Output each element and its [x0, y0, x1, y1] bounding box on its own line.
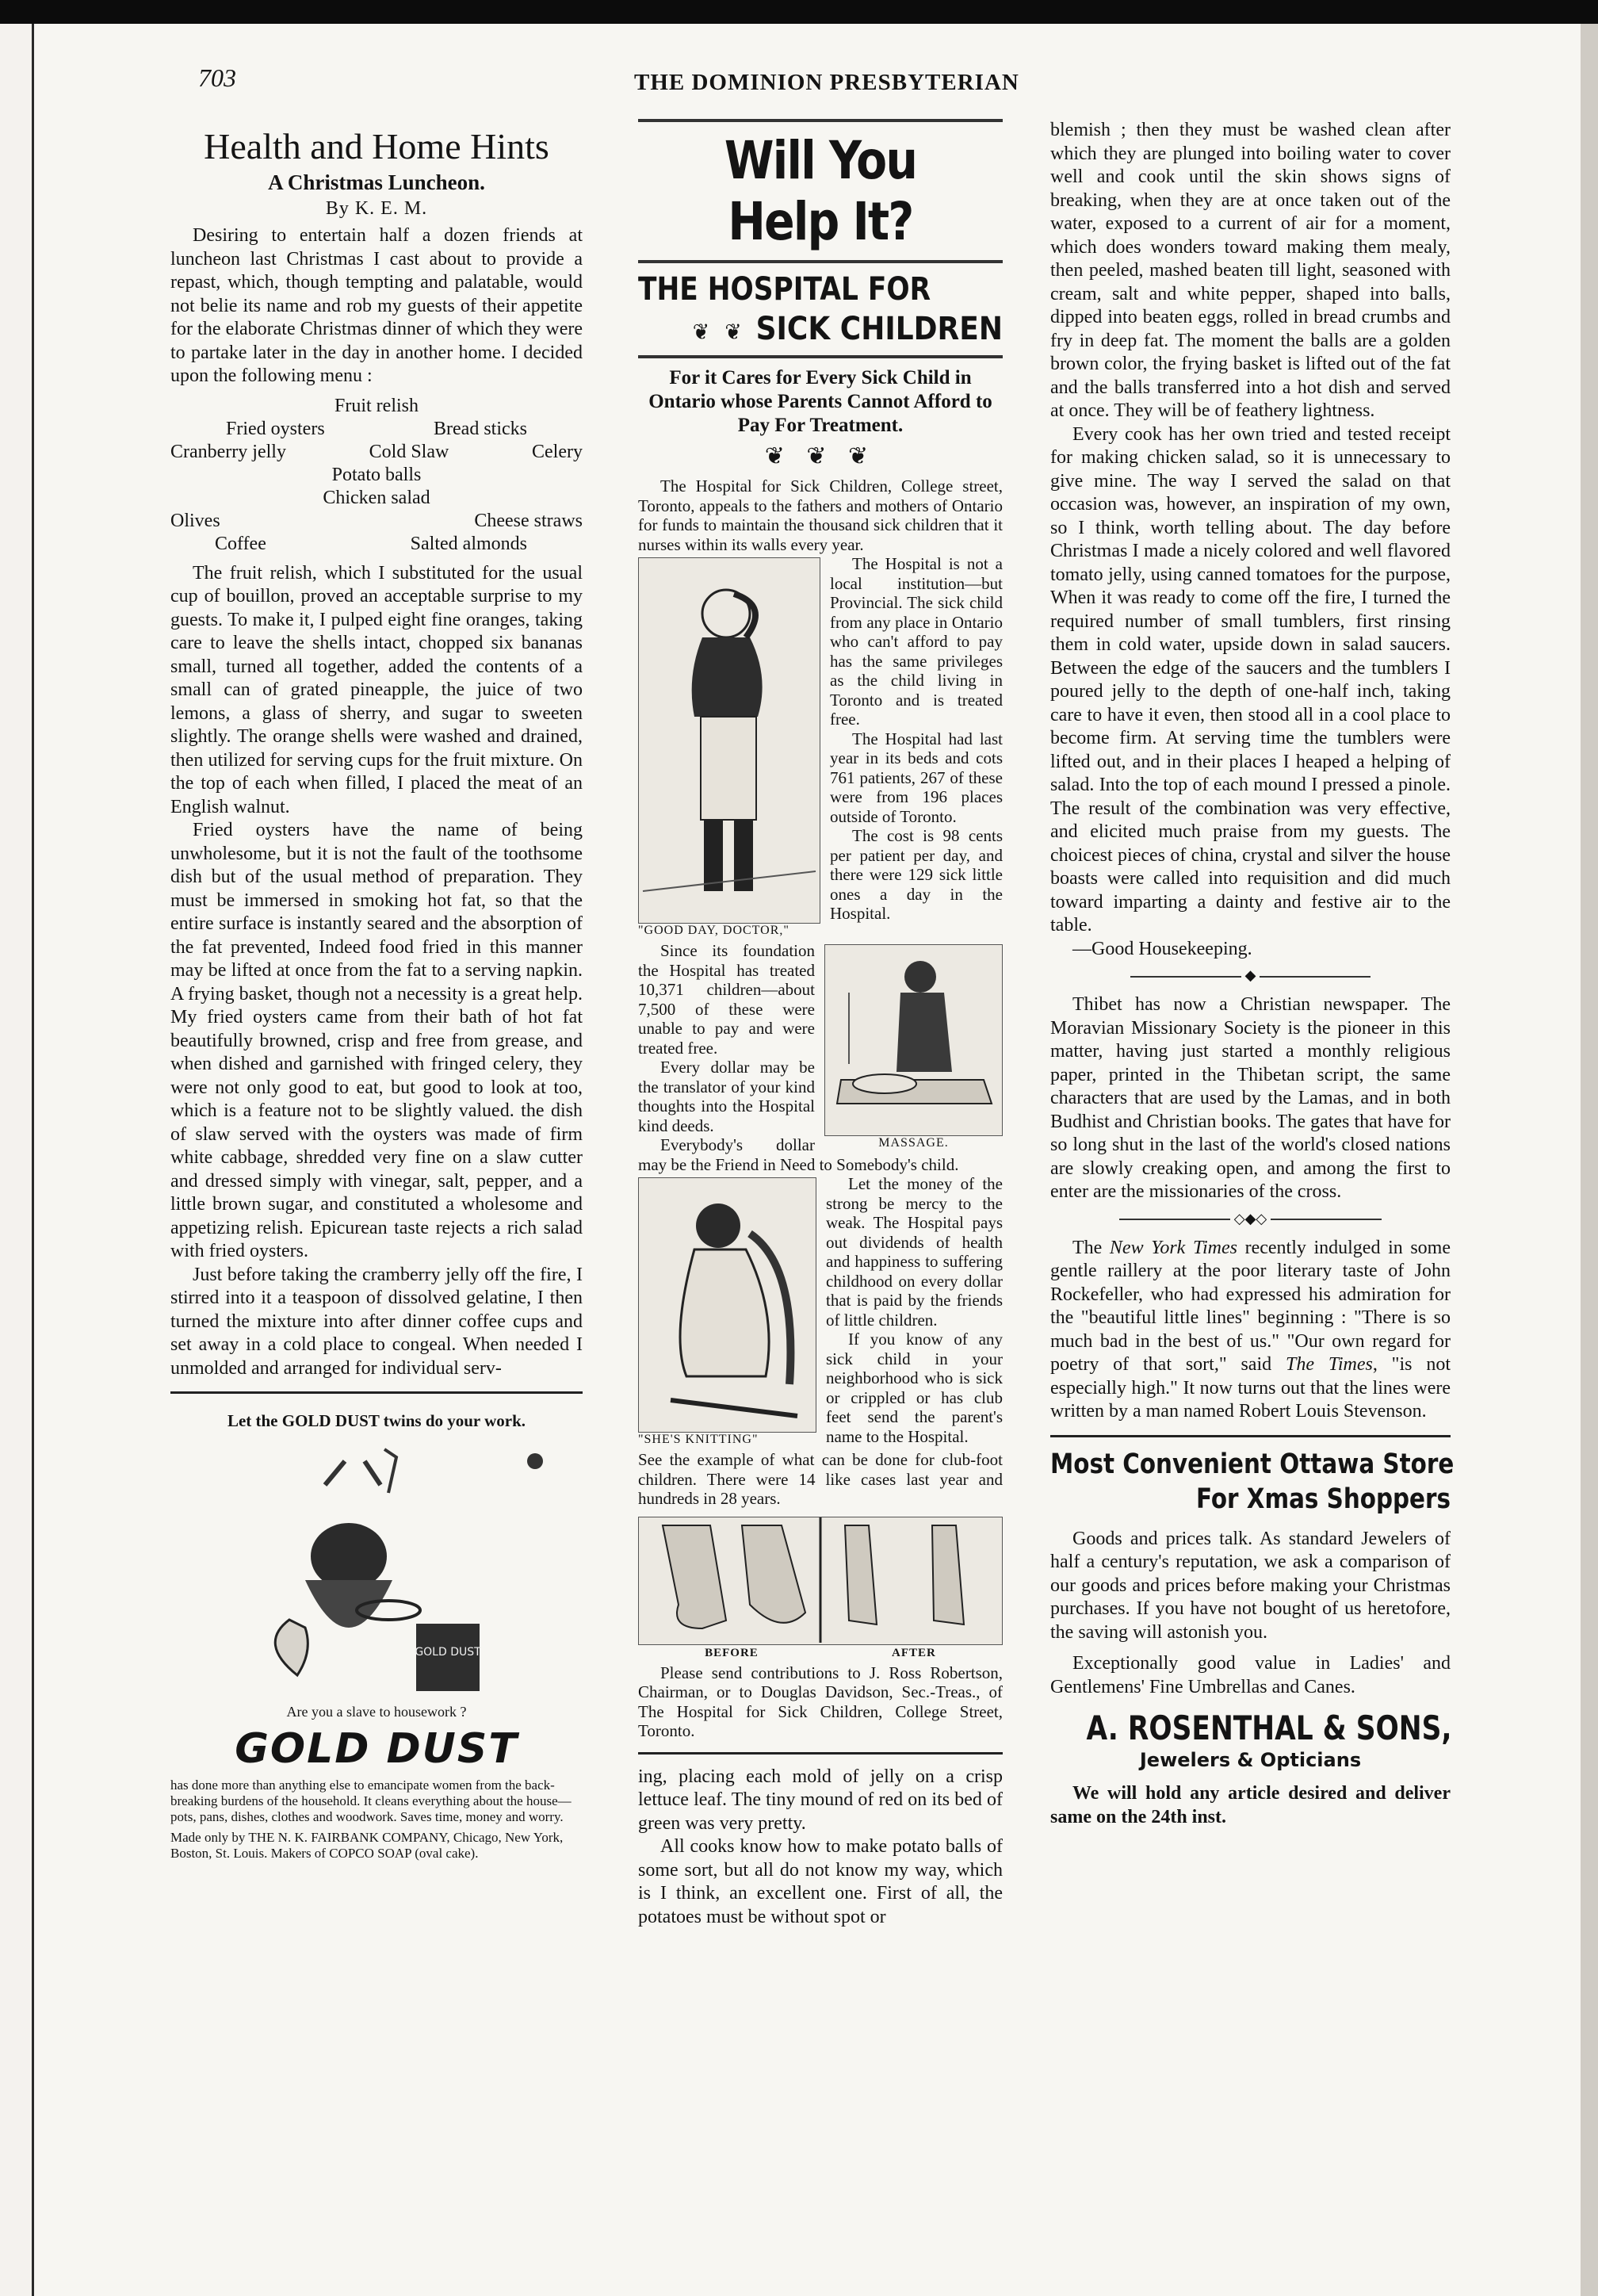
- column-rule: [1050, 1435, 1451, 1437]
- ad-maker: Made only by THE N. K. FAIRBANK COMPANY, Chicago, New York, Boston, St. Louis. Makers of COPCO SOAP (oval cake).: [170, 1830, 564, 1861]
- hospital-title-text: SICK CHILDREN: [755, 311, 1003, 347]
- menu-line: Fruit relish: [335, 395, 419, 416]
- title-rule: [638, 355, 1003, 358]
- feet-before-after-artwork: [639, 1517, 1002, 1643]
- paragraph: blemish ; then they must be washed clean after which they are plunged into boiling water to cover well and cook until the skin shows signs of breaking, when they are at once taken out of the water, exposed to a current of air for a moment, which does wonders toward making them mealy, then peeled, mashed beaten till light, seasoned with cream, salt and white pepper, shaped into balls, dipped into beaten eggs, rolled in bread crumbs and fry in deep fat. The moment the balls are a golden brown color, the frying basket is lifted out of the fat and the balls transferred into a hot dish and served at once. They will be of feathery lightness.: [1050, 120, 1451, 421]
- continued-paragraph: ing, placing each mold of jelly on a crisp lettuce leaf. The tiny mound of red on its bed of green was very pretty.: [638, 1766, 1003, 1834]
- gold-dust-logo: GOLD DUST: [235, 1725, 518, 1773]
- headline-rule: [638, 119, 1003, 122]
- paragraph: Fried oysters have the name of being unwholesome, but it is not the fault of the toothsome dish but of the usual method of preparation. They must be immersed in smoking hot fat, so that the entire surface is instantly seared and the absorption of the fat prevented, Indeed food fried in this manner may be lifted at once from the fat to a serving napkin. A frying basket, though not a necessity is a great help. My fried oysters came from their bath of hot fat beautifully browned, crisp and free from grease, and when dished and garnished with fringed celery, they were not only good to eat, but good to look at too, which is a feature not to be slightly valued. the dish of slaw served with the oysters was made of firm white cabbage, shredded very fine on a slaw cutter and dressed simply with vinegar, salt, pepper, and a little brown sugar, and constituted a wholesome and appetizing relish. Epicurean taste rejects a rich salad with fried oysters.: [170, 820, 583, 1261]
- menu-item: Salted almonds: [410, 533, 527, 554]
- menu-line: Chicken salad: [323, 487, 430, 508]
- after-caption: AFTER: [892, 1646, 936, 1659]
- box-label: GOLD DUST: [415, 1646, 481, 1659]
- ad-paragraph: We will hold any article desired and deliver same on the 24th inst.: [1050, 1783, 1451, 1827]
- contributions-paragraph: Please send contributions to J. Ross Robertson, Chairman, or to Douglas Davidson, Sec.-Treas., of The Hospital for Sick Children, College Street, Toronto.: [638, 1663, 1003, 1740]
- newspaper-name: New York Times: [1109, 1237, 1237, 1258]
- gold-dust-twins-illustration: [186, 1437, 567, 1699]
- menu-item: Bread sticks: [434, 418, 527, 439]
- paragraph: Let the money of the strong be mercy to the weak. The Hospital pays out dividends of health and happiness to suffering childhood on every dollar that is paid by the friends of little children.: [826, 1174, 1003, 1330]
- luncheon-menu: [170, 395, 583, 556]
- intro-paragraph: Desiring to entertain half a dozen friends at luncheon last Christmas I cast about to provide a repast, which, though tempting and palatable, would not belie its name and rob my guests of their appetite for the elaborate Christmas dinner of which they were to partake later in the day in another home. I decided upon the following menu :: [170, 225, 583, 386]
- menu-item: Celery: [532, 441, 583, 462]
- menu-line: [170, 510, 583, 533]
- paragraph: Every cook has her own tried and tested receipt for making chicken salad, so it is unnecessary to give mine. The way I served the salad on that occasion was, however, an inspiration of my own, so I think, worth telling about. The day before Christmas I made a nicely colored and well flavored tomato jelly, using canned tomatoes for the purpose, When it was ready to come off the fire, I turned the required number of small tumblers, first rinsing them in cold water, upside down in salad saucers. Between the edge of the saucers and the tumblers I poured jelly to the depth of one-half inch, taking care to have it even, then stood all in a cool place to become firm. At serving time the tumblers were lifted out, and in their places I heaped a helping of salad. Into the top of each mound I pressed a pinole. The result of the combination was very effective, and elicited much praise from my guests. The choicest pieces of china, crystal and silver the house boasts were called into requisition and did much toward imparting a dainty and festive air to the table.: [1050, 423, 1451, 936]
- separator: ◆: [1050, 967, 1451, 984]
- hospital-title-line2: [675, 311, 1003, 347]
- column-rule: [638, 1752, 1003, 1755]
- article-byline: By K. E. M.: [325, 198, 428, 219]
- figure-caption: MASSAGE.: [878, 1136, 949, 1150]
- paragraph: If you know of any sick child in your neighborhood who is sick or crippled or has club feet send the parent's name to the Hospital.: [826, 1330, 1003, 1446]
- menu-line: [170, 533, 583, 556]
- menu-item: Cold Slaw: [369, 441, 449, 462]
- paragraph: Just before taking the cramberry jelly off the fire, I stirred into it a teaspoon of dissolved gelatine, I then turned the mixture into after dinner coffee cups and set away in a cold place to congeal. When needed I unmolded and arranged for individual serv-: [170, 1264, 583, 1379]
- gold-dust-advertisement: [170, 1411, 583, 1862]
- rosenthal-advertisement: [1050, 1448, 1455, 1830]
- ad-paragraph: Goods and prices talk. As standard Jewelers of half a century's reputation, we ask a comparison of our goods and prices before making your Christmas purchases. If you have not bought of us heretofore, the saving will astonish you.: [1050, 1528, 1451, 1643]
- column-rule: [170, 1391, 583, 1394]
- twins-artwork: [186, 1437, 567, 1699]
- column-continued: [1050, 119, 1455, 1829]
- paragraph: The Hospital had last year in its beds and cots 761 patients, 267 of these were from 196 places outside of Toronto.: [830, 729, 1003, 826]
- paragraph: The fruit relish, which I substituted for the usual cup of bouillon, proved an acceptable surprise to my guests. To make it, I pulped eight fine oranges, taking care to leave the shells intact, chopped six bananas small, turned all together, added the contents of a small can of grated pineapple, the juice of two lemons, a glass of sherry, and sugar to sweeten slightly. The orange shells were washed and drained, then utilized for serving cups for the fruit mixture. On the top of each when filled, I placed the meat of an English walnut.: [170, 562, 583, 817]
- menu-item: Fried oysters: [226, 418, 325, 439]
- girl-knitting-artwork: [639, 1178, 816, 1430]
- ad-question: Are you a slave to housework ?: [286, 1704, 467, 1720]
- figure-flow-2: [638, 941, 1003, 1174]
- figure-massage: [824, 944, 1003, 1150]
- paragraph: Since its foundation the Hospital has treated 10,371 children—about 7,500 of these were unable to pay and were treated free.: [638, 941, 815, 1058]
- source-credit: —Good Housekeeping.: [1072, 938, 1252, 959]
- figure-flow-3: [638, 1174, 1003, 1450]
- ad-body: has done more than anything else to emancipate women from the back-breaking burdens of the household. It cleans everything about the house—pots, pans, dishes, clothes and woodwork. Saves time, money and worry.: [170, 1777, 572, 1824]
- paragraph: Everybody's dollar may be the Friend in Need to Somebody's child.: [638, 1135, 959, 1174]
- column-hospital-appeal: [638, 119, 1003, 1929]
- newspaper-name: The Times: [1285, 1354, 1373, 1375]
- illustration-massage: [824, 944, 1003, 1136]
- headline-rule: [638, 260, 1003, 263]
- scan-right-edge: [1581, 24, 1598, 2296]
- menu-line: [170, 418, 583, 441]
- menu-line: [170, 441, 583, 464]
- paragraph: The Hospital is not a local institution—but Provincial. The sick child from any place in Ontario who can't afford to pay has the same privileges as the child living in Toronto and is treated free.: [830, 554, 1003, 729]
- figure-knitting: [638, 1177, 816, 1447]
- separator: ◇◆◇: [1050, 1211, 1451, 1227]
- firm-name: A. ROSENTHAL & SONS,: [1086, 1709, 1452, 1747]
- ad-lead-line: Let the GOLD DUST twins do your work.: [227, 1411, 526, 1430]
- illustration-boy: [638, 557, 820, 924]
- figure-caption: "SHE'S KNITTING": [638, 1433, 759, 1446]
- paragraph: See the example of what can be done for club-foot children. There were 14 like cases last year and hundreds in 28 years.: [638, 1450, 1003, 1508]
- illustration-knitting: [638, 1177, 816, 1433]
- boy-saluting-artwork: [639, 558, 820, 921]
- menu-item: Cheese straws: [474, 510, 583, 531]
- page-number: 703: [198, 63, 236, 92]
- figure-club-feet: [638, 1517, 1003, 1660]
- before-caption: BEFORE: [705, 1646, 759, 1659]
- ornament-icon: ❦ ❦: [692, 319, 747, 345]
- scan-top-border: [0, 0, 1598, 24]
- illustration-club-feet: [638, 1517, 1003, 1645]
- menu-item: Cranberry jelly: [170, 441, 286, 462]
- appeal-subheading: For it Cares for Every Sick Child in Ontario whose Parents Cannot Afford to Pay For Treatment.: [648, 367, 992, 436]
- firm-subtitle: Jewelers & Opticians: [1139, 1749, 1362, 1771]
- paragraph: The cost is 98 cents per patient per day, and there were 129 sick little ones a day in the Hospital.: [830, 826, 1003, 923]
- figure-flow-1: [638, 554, 1003, 941]
- ad-subheadline: For Xmas Shoppers: [1195, 1483, 1451, 1515]
- masthead: THE DOMINION PRESBYTERIAN: [634, 70, 1019, 95]
- menu-item: Olives: [170, 510, 220, 531]
- appeal-headline: Will You Help It?: [724, 130, 917, 252]
- paragraph: The Hospital for Sick Children, College street, Toronto, appeals to the fathers and mothers of Ontario for funds to maintain the thousand sick children that it nurses within its walls every year.: [638, 476, 1003, 554]
- ad-paragraph: Exceptionally good value in Ladies' and Gentlemens' Fine Umbrellas and Canes.: [1050, 1653, 1451, 1697]
- figure-good-day-doctor: [638, 557, 820, 938]
- menu-item: Coffee: [215, 533, 266, 554]
- ad-headline: Most Convenient Ottawa Store: [1050, 1448, 1455, 1480]
- article-subtitle: A Christmas Luncheon.: [268, 170, 485, 194]
- continued-paragraph: All cooks know how to make potato balls of some sort, but all do not know my way, which is I think, an excellent one. First of all, the potatoes must be without spot or: [638, 1836, 1003, 1927]
- column-health-hints: [170, 119, 583, 1862]
- article-title: Health and Home Hints: [204, 126, 549, 166]
- paragraph: The New York Times recently indulged in some gentle raillery at the poor literary taste of John Rockefeller, who had expressed his admiration for the "beautiful little lines" beginning : "There is so much bad in the best of us." "Our own regard for poetry of that sort," said The Times, "is not especially high." It now turns out that the lines were written by a man named Robert Louis Stevenson.: [1050, 1237, 1451, 1422]
- twin-head: [311, 1523, 387, 1590]
- figure-caption: "GOOD DAY, DOCTOR,": [638, 924, 789, 937]
- menu-line: Potato balls: [331, 464, 422, 485]
- ornament-stars-icon: ❦ ❦ ❦: [764, 443, 877, 469]
- feet-captions: [638, 1647, 1003, 1660]
- hospital-title-line1: THE HOSPITAL FOR: [638, 271, 931, 308]
- paragraph: Thibet has now a Christian newspaper. The Moravian Missionary Society is the pioneer in this matter, having just started a monthly religious paper, printed in the Thibetan script, the same characters that are used by the Lamas, and in both Budhist and Christian books. The gates that have for so long shut in the last of the world's closed nations are slowly creaking open, and among the first to enter are the missionaries of the cross.: [1050, 994, 1451, 1202]
- nurse-massage-artwork: [825, 945, 1002, 1134]
- paragraph: Every dollar may be the translator of your kind thoughts into the Hospital kind deeds.: [638, 1058, 815, 1135]
